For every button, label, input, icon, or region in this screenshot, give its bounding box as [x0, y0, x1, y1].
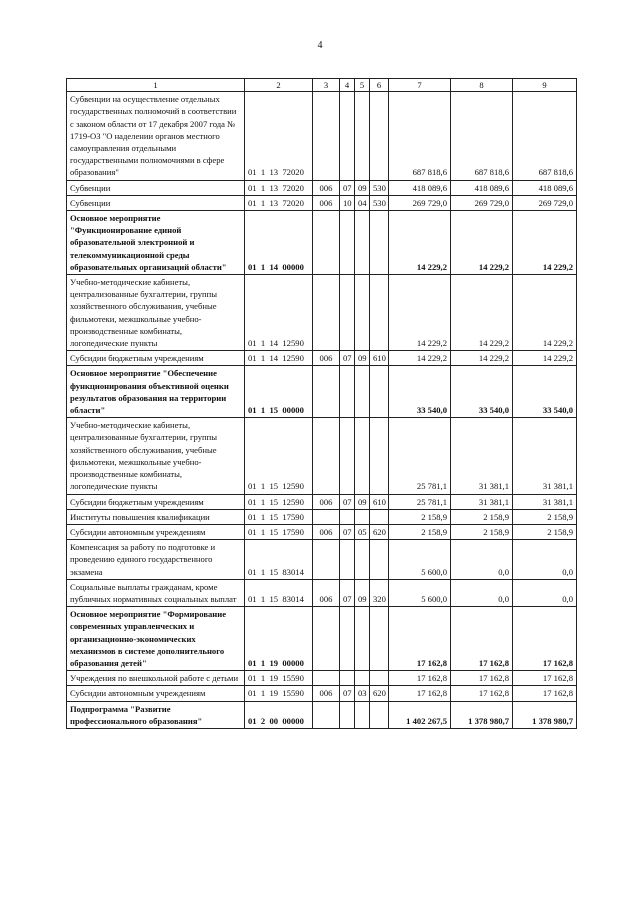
row-name-cell: Субсидии автономным учреждениям: [67, 524, 245, 539]
row-name-cell: Компенсация за работу по подготовке и проведению единого государственного экзамена: [67, 540, 245, 580]
amount-col8-cell: 0,0: [451, 579, 513, 606]
program-code-cell: 01 1 13 72020: [245, 92, 313, 180]
amount-col9-cell: 17 162,8: [513, 686, 577, 701]
ministry-code-cell: [313, 701, 340, 728]
subsection-code-cell: [355, 671, 370, 686]
ministry-code-cell: 006: [313, 351, 340, 366]
program-code-cell: 01 1 15 12590: [245, 494, 313, 509]
expense-type-cell: [370, 509, 389, 524]
table-row: [67, 275, 577, 351]
section-code-cell: [340, 607, 355, 671]
header-cell: 1: [67, 79, 245, 92]
amount-col8-cell: 0,0: [451, 540, 513, 580]
ministry-code-cell: [313, 509, 340, 524]
amount-col8-cell: 17 162,8: [451, 671, 513, 686]
ministry-code-cell: [313, 607, 340, 671]
section-code-cell: [340, 92, 355, 180]
expense-type-cell: [370, 275, 389, 351]
header-cell: 4: [340, 79, 355, 92]
amount-col8-cell: 14 229,2: [451, 275, 513, 351]
ministry-code-cell: 006: [313, 579, 340, 606]
subsection-code-cell: 03: [355, 686, 370, 701]
subsection-code-cell: [355, 275, 370, 351]
amount-col7-cell: 418 089,6: [389, 180, 451, 195]
amount-col9-cell: 269 729,0: [513, 195, 577, 210]
table-row: [67, 509, 577, 524]
amount-col9-cell: 1 378 980,7: [513, 701, 577, 728]
section-code-cell: [340, 275, 355, 351]
row-name-cell: Субсидии бюджетным учреждениям: [67, 351, 245, 366]
header-row: [67, 79, 577, 92]
section-code-cell: 07: [340, 686, 355, 701]
section-code-cell: [340, 211, 355, 275]
amount-col7-cell: 17 162,8: [389, 671, 451, 686]
amount-col9-cell: 14 229,2: [513, 275, 577, 351]
row-name-cell: Подпрограмма "Развитие профессионального образования": [67, 701, 245, 728]
table-row: [67, 524, 577, 539]
table-row: [67, 579, 577, 606]
expense-type-cell: [370, 211, 389, 275]
expense-type-cell: [370, 366, 389, 418]
amount-col9-cell: 17 162,8: [513, 607, 577, 671]
amount-col7-cell: 14 229,2: [389, 275, 451, 351]
subsection-code-cell: 09: [355, 494, 370, 509]
row-name-cell: Субсидии бюджетным учреждениям: [67, 494, 245, 509]
amount-col7-cell: 5 600,0: [389, 579, 451, 606]
ministry-code-cell: [313, 540, 340, 580]
section-code-cell: 07: [340, 579, 355, 606]
ministry-code-cell: [313, 92, 340, 180]
amount-col7-cell: 2 158,9: [389, 509, 451, 524]
amount-col7-cell: 687 818,6: [389, 92, 451, 180]
amount-col7-cell: 17 162,8: [389, 607, 451, 671]
row-name-cell: Субсидии автономным учреждениям: [67, 686, 245, 701]
expense-type-cell: 530: [370, 180, 389, 195]
table-row: [67, 195, 577, 210]
header-cell: 5: [355, 79, 370, 92]
program-code-cell: 01 1 15 17590: [245, 524, 313, 539]
expense-type-cell: 620: [370, 524, 389, 539]
subsection-code-cell: 09: [355, 579, 370, 606]
row-name-cell: Учебно-методические кабинеты, централизованные бухгалтерии, группы хозяйственного обслуживания, учебные фильмотеки, межшкольные учебно-производственные комбинаты, логопедические пункты: [67, 418, 245, 494]
subsection-code-cell: 09: [355, 180, 370, 195]
subsection-code-cell: [355, 211, 370, 275]
amount-col9-cell: 14 229,2: [513, 351, 577, 366]
amount-col7-cell: 33 540,0: [389, 366, 451, 418]
amount-col7-cell: 1 402 267,5: [389, 701, 451, 728]
program-code-cell: 01 1 15 83014: [245, 540, 313, 580]
amount-col8-cell: 1 378 980,7: [451, 701, 513, 728]
row-name-cell: Институты повышения квалификации: [67, 509, 245, 524]
amount-col7-cell: 14 229,2: [389, 211, 451, 275]
table-row: [67, 92, 577, 180]
subsection-code-cell: [355, 509, 370, 524]
amount-col8-cell: 17 162,8: [451, 686, 513, 701]
ministry-code-cell: [313, 671, 340, 686]
subsection-code-cell: 04: [355, 195, 370, 210]
section-code-cell: 10: [340, 195, 355, 210]
section-code-cell: 07: [340, 494, 355, 509]
table-body: [67, 92, 577, 729]
amount-col7-cell: 14 229,2: [389, 351, 451, 366]
amount-col8-cell: 31 381,1: [451, 418, 513, 494]
header-cell: 7: [389, 79, 451, 92]
row-name-cell: Основное мероприятие "Обеспечение функционирования объективной оценки результатов образования на территории области": [67, 366, 245, 418]
row-name-cell: Субвенции: [67, 195, 245, 210]
ministry-code-cell: [313, 366, 340, 418]
program-code-cell: 01 1 13 72020: [245, 180, 313, 195]
amount-col8-cell: 418 089,6: [451, 180, 513, 195]
header-cell: 2: [245, 79, 313, 92]
subsection-code-cell: 09: [355, 351, 370, 366]
amount-col8-cell: 17 162,8: [451, 607, 513, 671]
amount-col7-cell: 269 729,0: [389, 195, 451, 210]
expense-type-cell: 530: [370, 195, 389, 210]
row-name-cell: Основное мероприятие "Формирование современных управленческих и организационно-экономических механизмов в системе дополнительного образования детей": [67, 607, 245, 671]
program-code-cell: 01 1 19 15590: [245, 671, 313, 686]
section-code-cell: [340, 418, 355, 494]
table-row: [67, 418, 577, 494]
program-code-cell: 01 1 15 12590: [245, 418, 313, 494]
budget-table: [66, 78, 577, 729]
subsection-code-cell: [355, 366, 370, 418]
amount-col9-cell: 2 158,9: [513, 509, 577, 524]
table-row: [67, 686, 577, 701]
section-code-cell: [340, 366, 355, 418]
section-code-cell: 07: [340, 180, 355, 195]
amount-col9-cell: 31 381,1: [513, 418, 577, 494]
expense-type-cell: [370, 607, 389, 671]
row-name-cell: Субвенции на осуществление отдельных государственных полномочий в соответствии с законом области от 17 декабря 2007 года № 1719-ОЗ "О наделении органов местного самоуправления отдельными государственными полномочиями в сфере образования": [67, 92, 245, 180]
table-row: [67, 180, 577, 195]
table-row: [67, 351, 577, 366]
expense-type-cell: [370, 92, 389, 180]
amount-col9-cell: 0,0: [513, 579, 577, 606]
amount-col8-cell: 2 158,9: [451, 524, 513, 539]
header-cell: 6: [370, 79, 389, 92]
header-cell: 8: [451, 79, 513, 92]
amount-col8-cell: 31 381,1: [451, 494, 513, 509]
row-name-cell: Учреждения по внешкольной работе с детьми: [67, 671, 245, 686]
program-code-cell: 01 1 14 12590: [245, 351, 313, 366]
table-row: [67, 366, 577, 418]
program-code-cell: 01 1 14 00000: [245, 211, 313, 275]
amount-col9-cell: 687 818,6: [513, 92, 577, 180]
amount-col9-cell: 2 158,9: [513, 524, 577, 539]
amount-col8-cell: 14 229,2: [451, 351, 513, 366]
header-cell: 9: [513, 79, 577, 92]
program-code-cell: 01 1 14 12590: [245, 275, 313, 351]
row-name-cell: Субвенции: [67, 180, 245, 195]
amount-col9-cell: 0,0: [513, 540, 577, 580]
amount-col9-cell: 31 381,1: [513, 494, 577, 509]
amount-col8-cell: 33 540,0: [451, 366, 513, 418]
section-code-cell: [340, 671, 355, 686]
program-code-cell: 01 2 00 00000: [245, 701, 313, 728]
expense-type-cell: [370, 540, 389, 580]
table-row: [67, 701, 577, 728]
program-code-cell: 01 1 15 00000: [245, 366, 313, 418]
amount-col7-cell: 5 600,0: [389, 540, 451, 580]
program-code-cell: 01 1 15 17590: [245, 509, 313, 524]
ministry-code-cell: 006: [313, 180, 340, 195]
subsection-code-cell: 05: [355, 524, 370, 539]
row-name-cell: Социальные выплаты гражданам, кроме публичных нормативных социальных выплат: [67, 579, 245, 606]
subsection-code-cell: [355, 607, 370, 671]
program-code-cell: 01 1 13 72020: [245, 195, 313, 210]
row-name-cell: Основное мероприятие "Функционирование единой образовательной электронной и телекоммуникационной среды образовательных организаций области": [67, 211, 245, 275]
expense-type-cell: [370, 418, 389, 494]
page-number: 4: [317, 40, 323, 51]
amount-col8-cell: 269 729,0: [451, 195, 513, 210]
amount-col8-cell: 687 818,6: [451, 92, 513, 180]
table-row: [67, 671, 577, 686]
expense-type-cell: [370, 671, 389, 686]
ministry-code-cell: 006: [313, 686, 340, 701]
table-row: [67, 211, 577, 275]
amount-col9-cell: 14 229,2: [513, 211, 577, 275]
ministry-code-cell: 006: [313, 524, 340, 539]
section-code-cell: [340, 509, 355, 524]
header-cell: 3: [313, 79, 340, 92]
ministry-code-cell: [313, 275, 340, 351]
section-code-cell: [340, 540, 355, 580]
amount-col9-cell: 418 089,6: [513, 180, 577, 195]
subsection-code-cell: [355, 418, 370, 494]
expense-type-cell: 610: [370, 351, 389, 366]
amount-col7-cell: 25 781,1: [389, 418, 451, 494]
section-code-cell: [340, 701, 355, 728]
row-name-cell: Учебно-методические кабинеты, централизованные бухгалтерии, группы хозяйственного обслуживания, учебные фильмотеки, межшкольные учебно-производственные комбинаты, логопедические пункты: [67, 275, 245, 351]
table-row: [67, 494, 577, 509]
program-code-cell: 01 1 19 15590: [245, 686, 313, 701]
ministry-code-cell: [313, 211, 340, 275]
amount-col7-cell: 25 781,1: [389, 494, 451, 509]
section-code-cell: 07: [340, 351, 355, 366]
amount-col8-cell: 2 158,9: [451, 509, 513, 524]
program-code-cell: 01 1 19 00000: [245, 607, 313, 671]
expense-type-cell: 620: [370, 686, 389, 701]
subsection-code-cell: [355, 701, 370, 728]
amount-col9-cell: 17 162,8: [513, 671, 577, 686]
ministry-code-cell: [313, 418, 340, 494]
expense-type-cell: 320: [370, 579, 389, 606]
expense-type-cell: 610: [370, 494, 389, 509]
amount-col7-cell: 17 162,8: [389, 686, 451, 701]
amount-col8-cell: 14 229,2: [451, 211, 513, 275]
expense-type-cell: [370, 701, 389, 728]
ministry-code-cell: 006: [313, 195, 340, 210]
amount-col9-cell: 33 540,0: [513, 366, 577, 418]
program-code-cell: 01 1 15 83014: [245, 579, 313, 606]
table-row: [67, 540, 577, 580]
ministry-code-cell: 006: [313, 494, 340, 509]
table-row: [67, 607, 577, 671]
subsection-code-cell: [355, 540, 370, 580]
section-code-cell: 07: [340, 524, 355, 539]
subsection-code-cell: [355, 92, 370, 180]
amount-col7-cell: 2 158,9: [389, 524, 451, 539]
